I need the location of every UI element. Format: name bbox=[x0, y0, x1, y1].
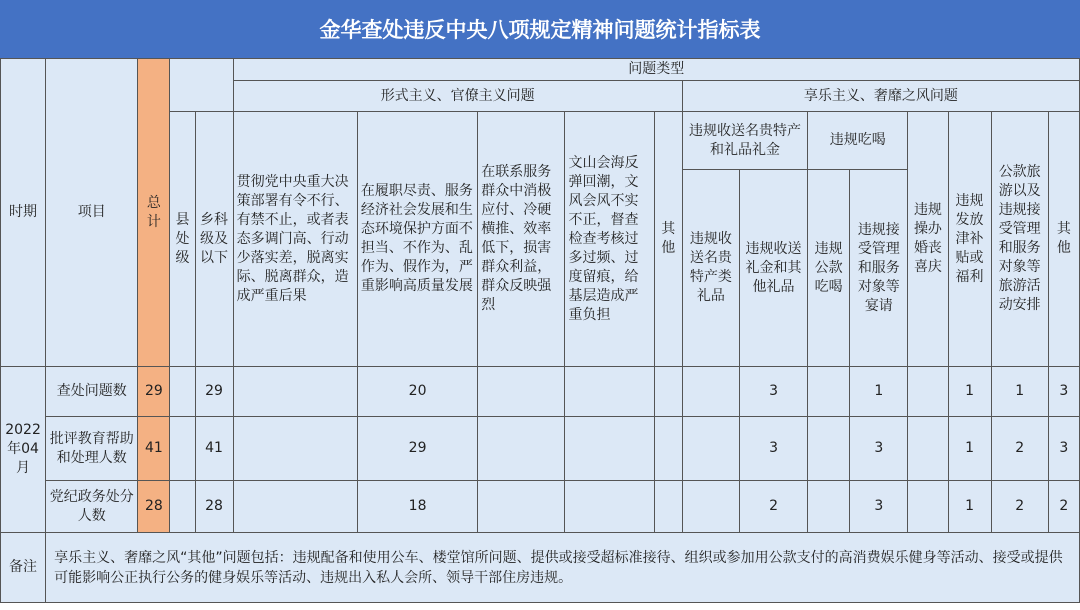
cell-f2: 20 bbox=[357, 367, 477, 417]
header-hedonism-other: 其他 bbox=[1048, 112, 1079, 367]
note-label: 备注 bbox=[1, 533, 46, 603]
header-blank bbox=[170, 59, 233, 112]
cell-subsidy: 1 bbox=[948, 367, 991, 417]
header-period: 时期 bbox=[1, 59, 46, 367]
cell-f3 bbox=[478, 367, 565, 417]
cell-f5 bbox=[654, 417, 682, 481]
cell-county bbox=[170, 481, 195, 533]
header-township: 乡科级及以下 bbox=[195, 112, 233, 367]
header-formalism-other: 其他 bbox=[654, 112, 682, 367]
header-wedding: 违规操办婚丧喜庆 bbox=[908, 112, 948, 367]
cell-gift2: 2 bbox=[739, 481, 807, 533]
cell-township: 29 bbox=[195, 367, 233, 417]
cell-township: 41 bbox=[195, 417, 233, 481]
table-row bbox=[1, 481, 1080, 533]
cell-township: 28 bbox=[195, 481, 233, 533]
cell-gift1 bbox=[682, 367, 739, 417]
note-text: 享乐主义、奢靡之风“其他”问题包括：违规配备和使用公车、楼堂馆所问题、提供或接受超标准接待、组织或参加用公款支付的高消费娱乐健身等活动、接受或提供可能影响公正执行公务的健身娱乐等活动、违规出入私人会所、领导干部住房违规。 bbox=[46, 533, 1080, 603]
cell-dine1 bbox=[808, 367, 850, 417]
row-item: 批评教育帮助和处理人数 bbox=[46, 417, 138, 481]
cell-travel: 1 bbox=[991, 367, 1048, 417]
period-cell: 2022年04月 bbox=[1, 367, 46, 533]
header-gift-specialty: 违规收送名贵特产类礼品 bbox=[682, 170, 739, 367]
table-row bbox=[1, 417, 1080, 481]
cell-other: 3 bbox=[1048, 367, 1079, 417]
table-row bbox=[1, 367, 1080, 417]
cell-total: 29 bbox=[138, 367, 170, 417]
cell-total: 41 bbox=[138, 417, 170, 481]
cell-wedding bbox=[908, 367, 948, 417]
header-gift-group: 违规收送名贵特产和礼品礼金 bbox=[682, 112, 807, 170]
header-formalism-col4: 文山会海反弹回潮，文风会风不实不正，督查检查考核过多过频、过度留痕，给基层造成严重负担 bbox=[565, 112, 654, 367]
row-item: 查处问题数 bbox=[46, 367, 138, 417]
cell-gift2: 3 bbox=[739, 417, 807, 481]
table-title: 金华查处违反中央八项规定精神问题统计指标表 bbox=[0, 0, 1080, 58]
header-subsidy: 违规发放津补贴或福利 bbox=[948, 112, 991, 367]
header-gift-cash: 违规收送礼金和其他礼品 bbox=[739, 170, 807, 367]
header-dining-group: 违规吃喝 bbox=[808, 112, 908, 170]
cell-dine2: 3 bbox=[850, 417, 908, 481]
cell-f4 bbox=[565, 417, 654, 481]
cell-wedding bbox=[908, 417, 948, 481]
header-hedonism: 享乐主义、奢靡之风问题 bbox=[682, 81, 1079, 112]
cell-wedding bbox=[908, 481, 948, 533]
cell-f5 bbox=[654, 367, 682, 417]
header-formalism-col1: 贯彻党中央重大决策部署有令不行、有禁不止，或者表态多调门高、行动少落实差，脱离实际、脱离群众，造成严重后果 bbox=[233, 112, 357, 367]
cell-f4 bbox=[565, 367, 654, 417]
header-item: 项目 bbox=[46, 59, 138, 367]
header-total: 总计 bbox=[138, 59, 170, 367]
cell-gift1 bbox=[682, 417, 739, 481]
cell-dine2: 3 bbox=[850, 481, 908, 533]
cell-county bbox=[170, 367, 195, 417]
cell-f3 bbox=[478, 417, 565, 481]
cell-county bbox=[170, 417, 195, 481]
cell-f1 bbox=[233, 481, 357, 533]
cell-f2: 18 bbox=[357, 481, 477, 533]
cell-dine1 bbox=[808, 481, 850, 533]
cell-f1 bbox=[233, 417, 357, 481]
cell-f4 bbox=[565, 481, 654, 533]
cell-gift2: 3 bbox=[739, 367, 807, 417]
cell-gift1 bbox=[682, 481, 739, 533]
cell-dine1 bbox=[808, 417, 850, 481]
header-dine-banquet: 违规接受管理和服务对象等宴请 bbox=[850, 170, 908, 367]
cell-f3 bbox=[478, 481, 565, 533]
header-formalism-col2: 在履职尽责、服务经济社会发展和生态环境保护方面不担当、不作为、乱作为、假作为，严重影响高质量发展 bbox=[357, 112, 477, 367]
cell-travel: 2 bbox=[991, 417, 1048, 481]
header-county: 县处级 bbox=[170, 112, 195, 367]
header-problem-type: 问题类型 bbox=[233, 59, 1079, 81]
row-item: 党纪政务处分人数 bbox=[46, 481, 138, 533]
header-dine-public: 违规公款吃喝 bbox=[808, 170, 850, 367]
header-travel: 公款旅游以及违规接受管理和服务对象等旅游活动安排 bbox=[991, 112, 1048, 367]
cell-travel: 2 bbox=[991, 481, 1048, 533]
cell-total: 28 bbox=[138, 481, 170, 533]
cell-f1 bbox=[233, 367, 357, 417]
header-formalism-col3: 在联系服务群众中消极应付、冷硬横推、效率低下，损害群众利益，群众反映强烈 bbox=[478, 112, 565, 367]
cell-other: 3 bbox=[1048, 417, 1079, 481]
header-formalism: 形式主义、官僚主义问题 bbox=[233, 81, 682, 112]
statistics-table bbox=[0, 58, 1080, 603]
cell-f2: 29 bbox=[357, 417, 477, 481]
cell-subsidy: 1 bbox=[948, 481, 991, 533]
cell-subsidy: 1 bbox=[948, 417, 991, 481]
cell-dine2: 1 bbox=[850, 367, 908, 417]
cell-f5 bbox=[654, 481, 682, 533]
cell-other: 2 bbox=[1048, 481, 1079, 533]
